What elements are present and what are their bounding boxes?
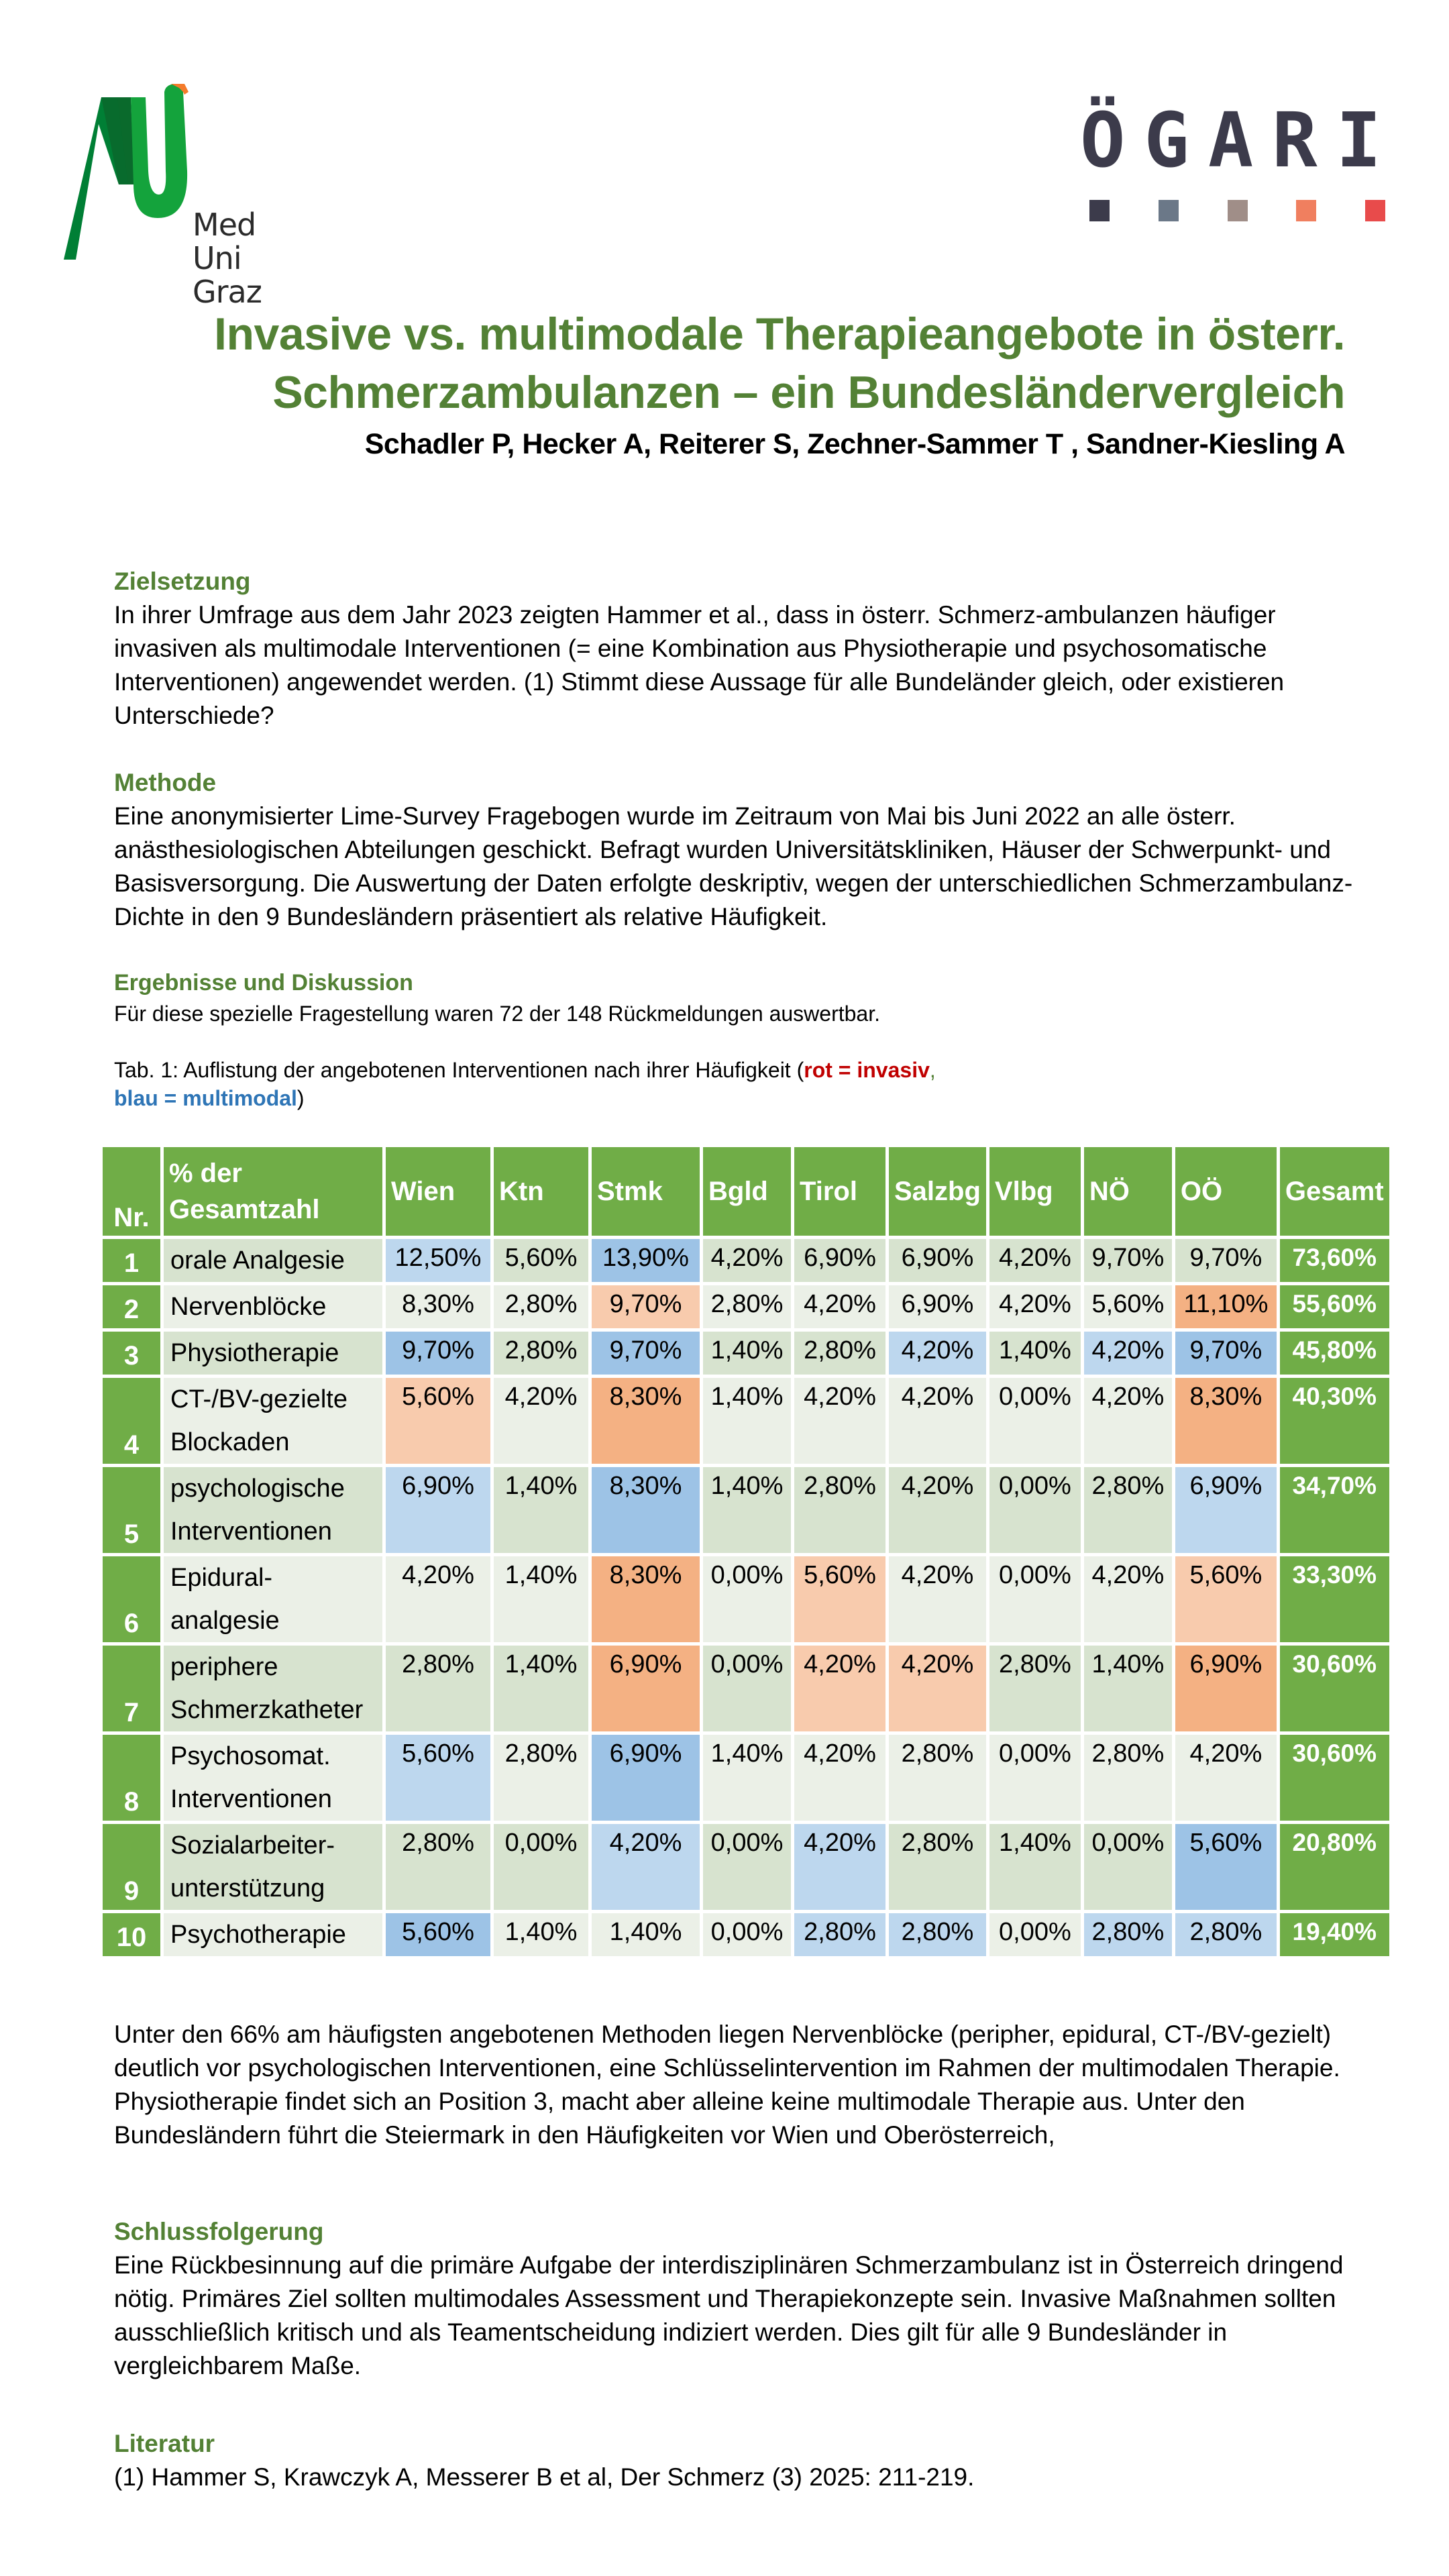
table-caption (114, 1056, 1355, 1112)
cell-ktn: 1,40% (494, 1646, 588, 1731)
cell-noe: 4,20% (1084, 1556, 1172, 1642)
cell-gesamt: 19,40% (1280, 1913, 1389, 1956)
cell-bgld: 1,40% (703, 1467, 791, 1553)
cell-wien: 5,60% (386, 1378, 490, 1464)
table-row (103, 1239, 1389, 1282)
row-label-line2: Blockaden (170, 1428, 290, 1456)
cell-wien: 9,70% (386, 1332, 490, 1375)
ogari-square-4-icon (1296, 200, 1316, 221)
text-literatur: (1) Hammer S, Krawczyk A, Messerer B et al, Der Schmerz (3) 2025: 211-219. (114, 2463, 975, 2491)
col-header-label-line1: % der (169, 1159, 242, 1188)
heading-schlussfolgerung: Schlussfolgerung (114, 2218, 324, 2245)
col-header-wien: Wien (386, 1147, 490, 1236)
cell-tirol: 2,80% (794, 1332, 885, 1375)
heading-ergebnisse: Ergebnisse und Diskussion (114, 970, 413, 996)
heading-literatur: Literatur (114, 2430, 215, 2457)
row-label (164, 1735, 382, 1821)
row-label (164, 1824, 382, 1910)
cell-stmk: 6,90% (592, 1646, 700, 1731)
cell-stmk: 13,90% (592, 1239, 700, 1282)
col-header-noe: NÖ (1084, 1147, 1172, 1236)
cell-ktn: 1,40% (494, 1556, 588, 1642)
table-row (103, 1913, 1389, 1956)
cell-tirol: 2,80% (794, 1467, 885, 1553)
row-label-line1: Nervenblöcke (170, 1293, 327, 1321)
cell-ooe: 8,30% (1175, 1378, 1277, 1464)
cell-gesamt: 20,80% (1280, 1824, 1389, 1910)
cell-stmk: 8,30% (592, 1378, 700, 1464)
row-number: 5 (103, 1467, 160, 1553)
cell-bgld: 1,40% (703, 1332, 791, 1375)
cell-ktn: 0,00% (494, 1824, 588, 1910)
table-row (103, 1824, 1389, 1910)
text-zielsetzung: In ihrer Umfrage aus dem Jahr 2023 zeigten Hammer et al., dass in österr. Schmerz-ambulanzen häufiger invasiven als multimodale Interventionen (= eine Kombination aus Physiotherapie und psychosomatische Interventionen) angewendet werden. (1) Stimmt diese Aussage für alle Bundeländer gleich, oder existieren Unterschiede? (114, 601, 1285, 729)
caption-invasive-legend: rot = invasiv (804, 1058, 930, 1082)
col-header-bgld: Bgld (703, 1147, 791, 1236)
row-label-line1: psychologische (170, 1474, 345, 1503)
cell-ooe: 5,60% (1175, 1824, 1277, 1910)
row-label-line2: Schmerzkatheter (170, 1696, 364, 1724)
cell-ktn: 2,80% (494, 1285, 588, 1328)
cell-salzbg: 4,20% (889, 1378, 986, 1464)
table-row (103, 1332, 1389, 1375)
col-header-label (164, 1147, 382, 1236)
cell-vlbg: 1,40% (989, 1824, 1081, 1910)
section-methode (114, 766, 1355, 934)
section-diskussion (114, 2018, 1355, 2152)
row-label-line1: Psychosomat. (170, 1742, 331, 1770)
cell-salzbg: 4,20% (889, 1556, 986, 1642)
text-ergebnisse: Für diese spezielle Fragestellung waren 72 der 148 Rückmeldungen auswertbar. (114, 1002, 880, 1026)
section-schlussfolgerung (114, 2215, 1355, 2383)
table-body (103, 1239, 1389, 1956)
cell-vlbg: 0,00% (989, 1913, 1081, 1956)
table-row (103, 1285, 1389, 1328)
cell-stmk: 9,70% (592, 1285, 700, 1328)
ogari-logo (1080, 97, 1401, 235)
col-header-ooe: OÖ (1175, 1147, 1277, 1236)
section-literatur (114, 2427, 1355, 2494)
meduni-line1: Med Uni (193, 207, 256, 276)
cell-ooe: 5,60% (1175, 1556, 1277, 1642)
row-number: 9 (103, 1824, 160, 1910)
row-number: 6 (103, 1556, 160, 1642)
ogari-square-2-icon (1159, 200, 1179, 221)
cell-ooe: 9,70% (1175, 1332, 1277, 1375)
row-label-line1: Sozialarbeiter- (170, 1831, 335, 1860)
row-label (164, 1467, 382, 1553)
cell-noe: 2,80% (1084, 1913, 1172, 1956)
cell-tirol: 4,20% (794, 1824, 885, 1910)
cell-noe: 2,80% (1084, 1467, 1172, 1553)
row-number: 8 (103, 1735, 160, 1821)
cell-noe: 4,20% (1084, 1332, 1172, 1375)
cell-tirol: 5,60% (794, 1556, 885, 1642)
cell-tirol: 4,20% (794, 1285, 885, 1328)
row-label-line2: Interventionen (170, 1785, 332, 1813)
ogari-square-3-icon (1228, 200, 1248, 221)
title-line-2: Schmerzambulanzen – ein Bundesländervergleich (272, 367, 1345, 418)
row-label-line1: CT-/BV-gezielte (170, 1385, 347, 1413)
heading-zielsetzung: Zielsetzung (114, 568, 251, 595)
col-header-nr: Nr. (103, 1147, 160, 1236)
cell-wien: 6,90% (386, 1467, 490, 1553)
cell-ooe: 6,90% (1175, 1646, 1277, 1731)
cell-gesamt: 45,80% (1280, 1332, 1389, 1375)
cell-wien: 2,80% (386, 1646, 490, 1731)
cell-ooe: 6,90% (1175, 1467, 1277, 1553)
cell-vlbg: 1,40% (989, 1332, 1081, 1375)
cell-salzbg: 6,90% (889, 1239, 986, 1282)
cell-bgld: 2,80% (703, 1285, 791, 1328)
row-label-line2: Interventionen (170, 1517, 332, 1546)
cell-bgld: 0,00% (703, 1556, 791, 1642)
cell-stmk: 6,90% (592, 1735, 700, 1821)
cell-salzbg: 2,80% (889, 1735, 986, 1821)
col-header-stmk: Stmk (592, 1147, 700, 1236)
row-label (164, 1913, 382, 1956)
ogari-square-1-icon (1089, 200, 1110, 221)
cell-tirol: 4,20% (794, 1735, 885, 1821)
title-line-1: Invasive vs. multimodale Therapieangebote in österr. (214, 309, 1345, 360)
table-row (103, 1735, 1389, 1821)
text-methode: Eine anonymisierter Lime-Survey Fragebogen wurde im Zeitraum von Mai bis Juni 2022 an alle österr. anästhesiologischen Abteilungen geschickt. Befragt wurden Universitätskliniken, Häuser der Schwerpunkt- und Basisversorgung. Die Auswertung der Daten erfolgte deskriptiv, wegen der unterschiedlichen Schmerzambulanz-Dichte in den 9 Bundesländern präsentiert als relative Häufigkeit. (114, 802, 1353, 930)
poster-title (214, 305, 1345, 422)
cell-noe: 0,00% (1084, 1824, 1172, 1910)
cell-salzbg: 2,80% (889, 1824, 986, 1910)
row-label (164, 1285, 382, 1328)
row-number: 7 (103, 1646, 160, 1731)
row-label-line1: orale Analgesie (170, 1246, 345, 1275)
row-label-line1: periphere (170, 1653, 278, 1681)
cell-stmk: 8,30% (592, 1556, 700, 1642)
text-diskussion: Unter den 66% am häufigsten angebotenen Methoden liegen Nervenblöcke (peripher, epidural, CT-/BV-gezielt) deutlich vor psychologischen Interventionen, eine Schlüsselintervention im Rahmen der multimodalen Therapie. Physiotherapie findet sich an Position 3, macht aber alleine keine multimodale Therapie aus. Unter den Bundesländern führt die Steiermark in den Häufigkeiten vor Wien und Oberösterreich, (114, 2021, 1340, 2149)
cell-vlbg: 0,00% (989, 1735, 1081, 1821)
cell-salzbg: 4,20% (889, 1467, 986, 1553)
cell-noe: 9,70% (1084, 1239, 1172, 1282)
interventions-table (99, 1144, 1393, 1960)
cell-gesamt: 73,60% (1280, 1239, 1389, 1282)
row-label-line1: Epidural- (170, 1564, 273, 1592)
row-label-line2: analgesie (170, 1607, 280, 1635)
cell-wien: 5,60% (386, 1913, 490, 1956)
row-label (164, 1332, 382, 1375)
caption-comma: , (929, 1058, 936, 1082)
row-number: 10 (103, 1913, 160, 1956)
cell-tirol: 4,20% (794, 1378, 885, 1464)
row-label-line1: Physiotherapie (170, 1339, 339, 1367)
cell-noe: 4,20% (1084, 1378, 1172, 1464)
table-row (103, 1467, 1389, 1553)
cell-tirol: 6,90% (794, 1239, 885, 1282)
row-label (164, 1646, 382, 1731)
ogari-square-5-icon (1365, 200, 1385, 221)
heading-methode: Methode (114, 769, 217, 796)
row-number: 3 (103, 1332, 160, 1375)
cell-noe: 5,60% (1084, 1285, 1172, 1328)
caption-multimodal-legend: blau = multimodal (114, 1086, 297, 1110)
cell-ktn: 2,80% (494, 1332, 588, 1375)
cell-ooe: 9,70% (1175, 1239, 1277, 1282)
cell-gesamt: 33,30% (1280, 1556, 1389, 1642)
cell-stmk: 8,30% (592, 1467, 700, 1553)
table-row (103, 1646, 1389, 1731)
col-header-gesamt: Gesamt (1280, 1147, 1389, 1236)
cell-vlbg: 2,80% (989, 1646, 1081, 1731)
cell-wien: 12,50% (386, 1239, 490, 1282)
row-number: 2 (103, 1285, 160, 1328)
ogari-wordmark: ÖGARI (1080, 97, 1401, 184)
table-row (103, 1378, 1389, 1464)
cell-salzbg: 4,20% (889, 1332, 986, 1375)
cell-bgld: 4,20% (703, 1239, 791, 1282)
col-header-label-line2: Gesamtzahl (169, 1195, 320, 1224)
cell-ktn: 4,20% (494, 1378, 588, 1464)
meduni-logo-text (193, 208, 292, 309)
cell-gesamt: 30,60% (1280, 1735, 1389, 1821)
col-header-ktn: Ktn (494, 1147, 588, 1236)
row-label (164, 1239, 382, 1282)
cell-bgld: 1,40% (703, 1735, 791, 1821)
cell-noe: 1,40% (1084, 1646, 1172, 1731)
cell-salzbg: 6,90% (889, 1285, 986, 1328)
cell-vlbg: 4,20% (989, 1239, 1081, 1282)
cell-ktn: 1,40% (494, 1913, 588, 1956)
cell-salzbg: 4,20% (889, 1646, 986, 1731)
cell-stmk: 4,20% (592, 1824, 700, 1910)
row-label (164, 1378, 382, 1464)
row-number: 4 (103, 1378, 160, 1464)
cell-gesamt: 55,60% (1280, 1285, 1389, 1328)
section-ergebnisse (114, 966, 1355, 1112)
cell-vlbg: 0,00% (989, 1556, 1081, 1642)
section-zielsetzung (114, 565, 1355, 733)
cell-salzbg: 2,80% (889, 1913, 986, 1956)
table-row (103, 1556, 1389, 1642)
cell-ktn: 5,60% (494, 1239, 588, 1282)
cell-wien: 8,30% (386, 1285, 490, 1328)
caption-close: ) (297, 1086, 305, 1110)
authors: Schadler P, Hecker A, Reiterer S, Zechner-Sammer T , Sandner-Kiesling A (364, 428, 1345, 460)
row-number: 1 (103, 1239, 160, 1282)
cell-stmk: 9,70% (592, 1332, 700, 1375)
cell-wien: 4,20% (386, 1556, 490, 1642)
row-label-line2: unterstützung (170, 1874, 325, 1902)
col-header-vlbg: Vlbg (989, 1147, 1081, 1236)
cell-ktn: 1,40% (494, 1467, 588, 1553)
cell-bgld: 0,00% (703, 1824, 791, 1910)
cell-noe: 2,80% (1084, 1735, 1172, 1821)
cell-vlbg: 4,20% (989, 1285, 1081, 1328)
text-schlussfolgerung: Eine Rückbesinnung auf die primäre Aufgabe der interdisziplinären Schmerzambulanz ist in Österreich dringend nötig. Primäres Ziel sollten multimodales Assessment und Therapiekonzepte sein. Invasive Maßnahmen sollten ausschließlich kritisch und als Teamentscheidung indiziert werden. Dies gilt für alle 9 Bundesländer in vergleichbarem Maße. (114, 2251, 1344, 2379)
cell-vlbg: 0,00% (989, 1467, 1081, 1553)
row-label-line1: Psychotherapie (170, 1921, 346, 1949)
cell-ooe: 11,10% (1175, 1285, 1277, 1328)
col-header-salzbg: Salzbg (889, 1147, 986, 1236)
col-header-tirol: Tirol (794, 1147, 885, 1236)
cell-gesamt: 40,30% (1280, 1378, 1389, 1464)
cell-ooe: 2,80% (1175, 1913, 1277, 1956)
cell-stmk: 1,40% (592, 1913, 700, 1956)
cell-tirol: 4,20% (794, 1646, 885, 1731)
cell-bgld: 1,40% (703, 1378, 791, 1464)
caption-text: Tab. 1: Auflistung der angebotenen Interventionen nach ihrer Häufigkeit ( (114, 1058, 804, 1082)
cell-tirol: 2,80% (794, 1913, 885, 1956)
meduni-graz-logo (64, 84, 292, 310)
row-label (164, 1556, 382, 1642)
cell-ooe: 4,20% (1175, 1735, 1277, 1821)
cell-vlbg: 0,00% (989, 1378, 1081, 1464)
table-header-row (103, 1147, 1389, 1236)
cell-bgld: 0,00% (703, 1913, 791, 1956)
cell-gesamt: 34,70% (1280, 1467, 1389, 1553)
meduni-line2: Graz (193, 274, 262, 310)
cell-gesamt: 30,60% (1280, 1646, 1389, 1731)
cell-ktn: 2,80% (494, 1735, 588, 1821)
cell-wien: 5,60% (386, 1735, 490, 1821)
cell-bgld: 0,00% (703, 1646, 791, 1731)
cell-wien: 2,80% (386, 1824, 490, 1910)
